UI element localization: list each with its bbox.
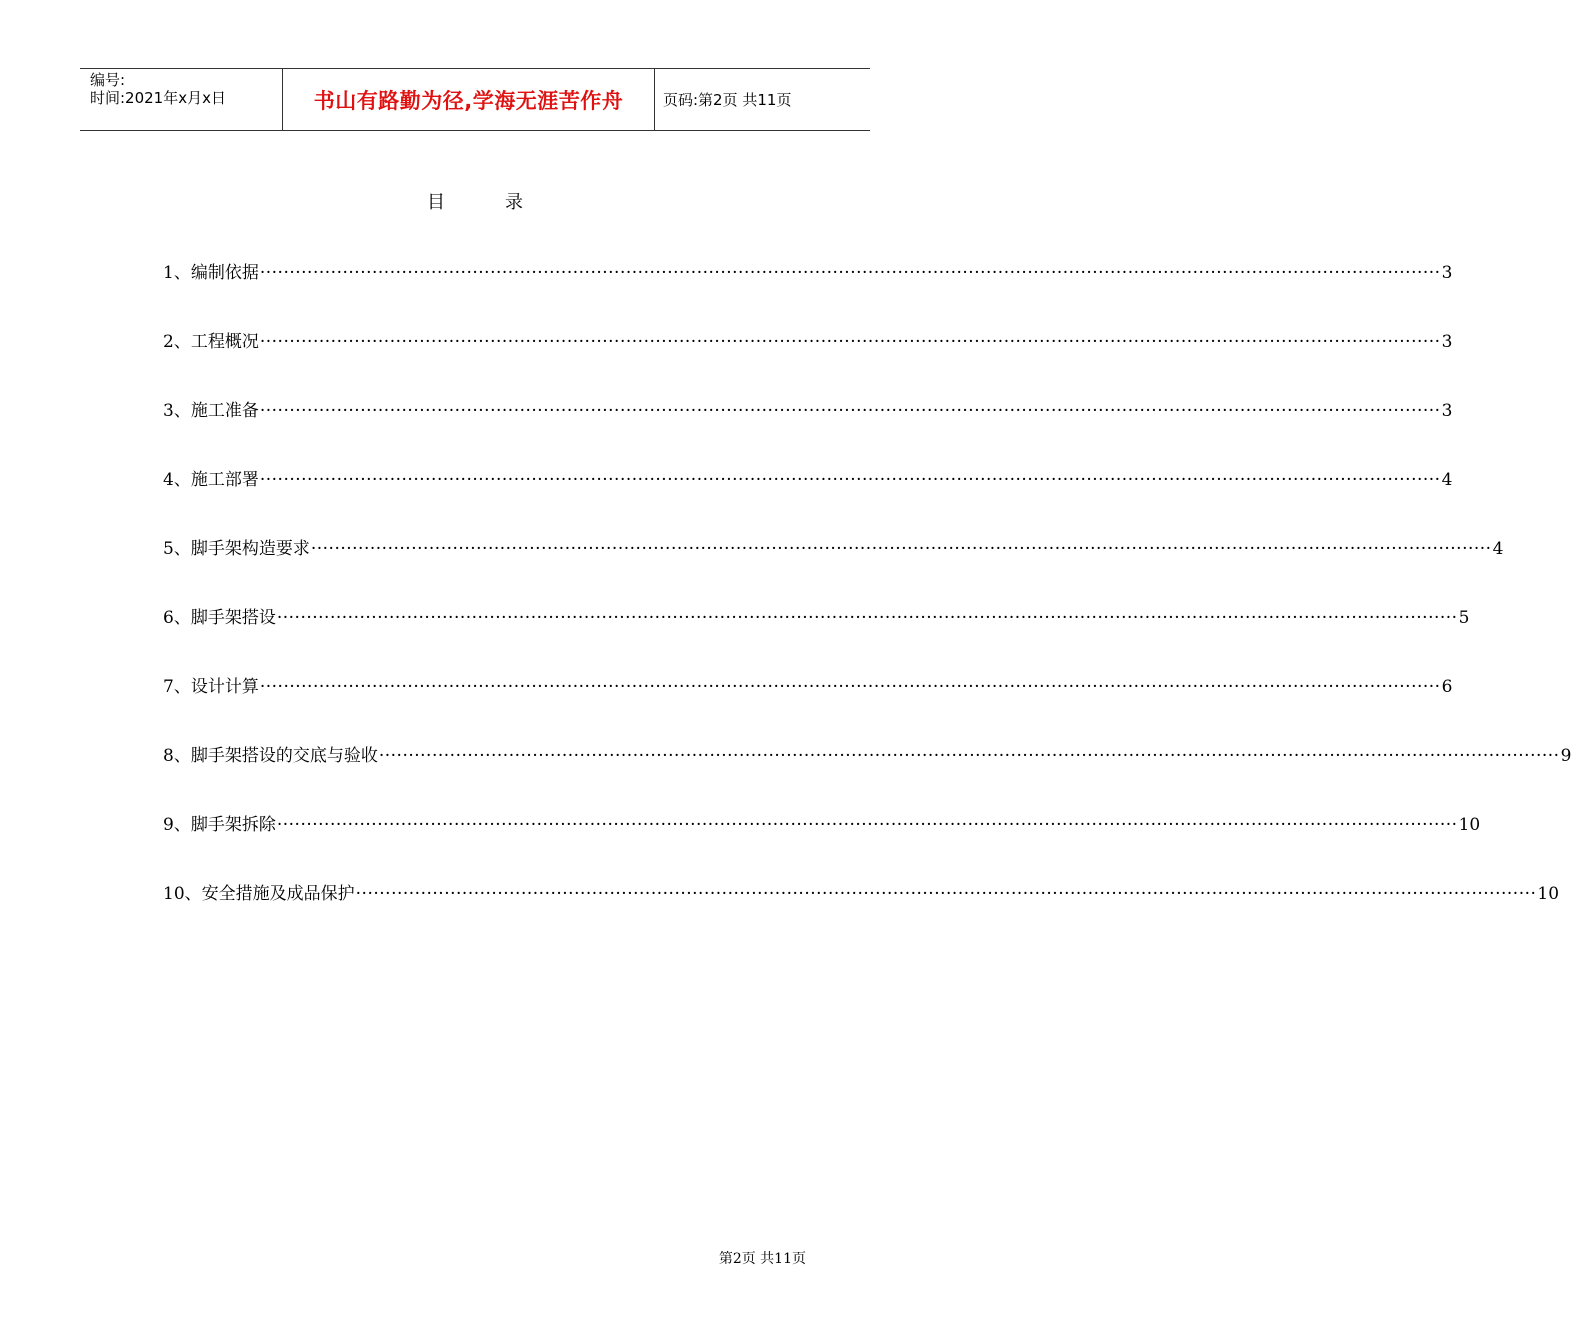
toc-item[interactable] (163, 327, 1453, 396)
toc-leader-dots: ········································································································································································································ (276, 815, 1458, 835)
page-info: 页码:第2页 共11页 (663, 91, 792, 109)
toc-leader-dots: ········································································································································································································ (310, 539, 1492, 559)
toc-leader-dots: ········································································································································································································ (355, 884, 1537, 904)
toc-leader-dots: ········································································································································································································ (259, 401, 1441, 421)
code-label: 编号: (90, 71, 126, 89)
toc-item[interactable] (163, 879, 1560, 948)
toc-item-page: 3 (1441, 263, 1453, 283)
toc-item-page: 10 (1537, 884, 1560, 904)
toc-leader-dots: ········································································································································································································ (378, 746, 1560, 766)
time-line: 时间:2021年x月x日 (90, 89, 226, 107)
motto: 书山有路勤为径,学海无涯苦作舟 (282, 69, 655, 130)
toc-title: 目录 (427, 192, 583, 213)
toc-item[interactable] (163, 741, 1571, 810)
header-left-cell (80, 69, 282, 130)
toc-item-page: 4 (1492, 539, 1504, 559)
toc-item-page: 5 (1458, 608, 1470, 628)
toc-item-label: 9、脚手架拆除 (163, 815, 276, 835)
toc-leader-dots: ········································································································································································································ (259, 263, 1441, 283)
table-of-contents (163, 258, 1571, 948)
toc-item[interactable] (163, 465, 1453, 534)
toc-leader-dots: ········································································································································································································ (259, 470, 1441, 490)
toc-item-label: 4、施工部署 (163, 470, 259, 490)
toc-item[interactable] (163, 672, 1453, 741)
toc-item-label: 3、施工准备 (163, 401, 259, 421)
page-footer: 第2页 共11页 (718, 1251, 806, 1267)
toc-item-page: 3 (1441, 401, 1453, 421)
toc-item-page: 10 (1458, 815, 1481, 835)
toc-item[interactable] (163, 603, 1470, 672)
toc-leader-dots: ········································································································································································································ (259, 332, 1441, 352)
toc-item-page: 3 (1441, 332, 1453, 352)
toc-item-label: 8、脚手架搭设的交底与验收 (163, 746, 378, 766)
toc-item-label: 10、安全措施及成品保护 (163, 884, 355, 904)
toc-leader-dots: ········································································································································································································ (276, 608, 1458, 628)
toc-item[interactable] (163, 534, 1504, 603)
toc-item-page: 9 (1560, 746, 1571, 766)
toc-item-label: 5、脚手架构造要求 (163, 539, 310, 559)
toc-item[interactable] (163, 258, 1453, 327)
toc-leader-dots: ········································································································································································································ (259, 677, 1441, 697)
header-table (80, 68, 870, 131)
toc-item[interactable] (163, 810, 1481, 879)
toc-item[interactable] (163, 396, 1453, 465)
toc-item-label: 1、编制依据 (163, 263, 259, 283)
toc-item-label: 6、脚手架搭设 (163, 608, 276, 628)
toc-item-page: 4 (1441, 470, 1453, 490)
toc-item-page: 6 (1441, 677, 1453, 697)
toc-item-label: 2、工程概况 (163, 332, 259, 352)
toc-item-label: 7、设计计算 (163, 677, 259, 697)
